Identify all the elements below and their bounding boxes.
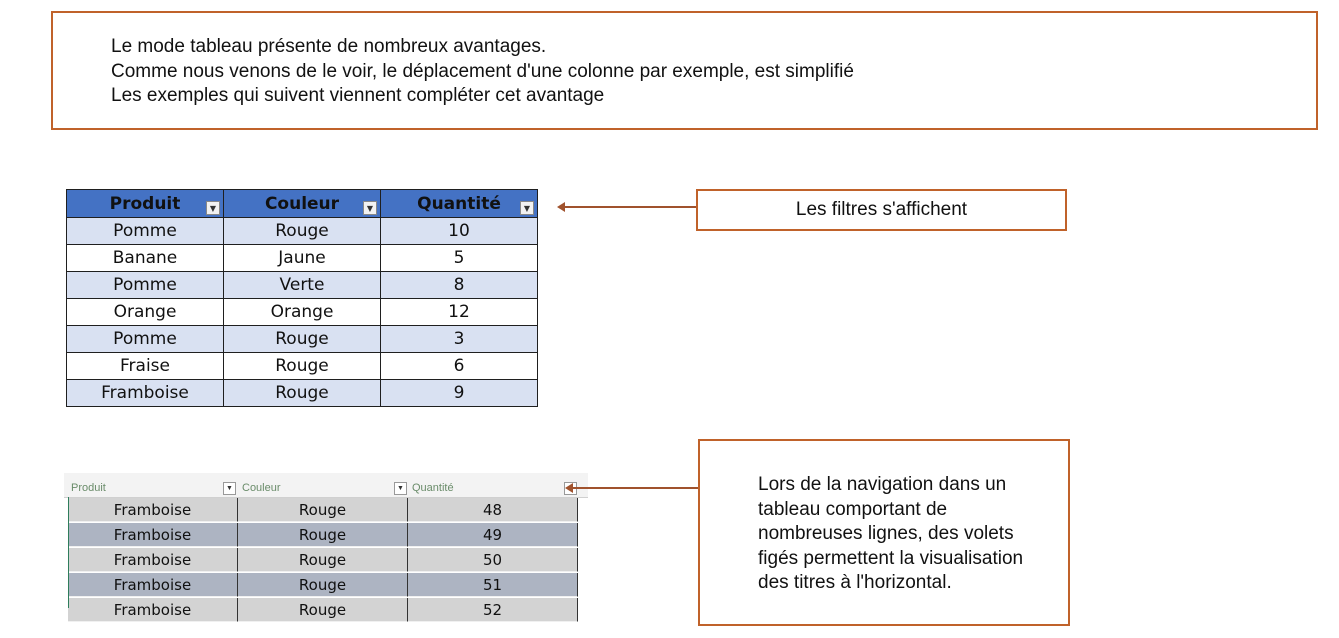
table-cell[interactable]: Rouge — [238, 523, 408, 547]
table-cell[interactable]: 50 — [408, 548, 578, 572]
intro-line: Le mode tableau présente de nombreux avantages. — [111, 36, 547, 57]
table-cell[interactable]: Rouge — [224, 218, 381, 245]
nav-note-line: tableau comportant de — [758, 498, 948, 520]
intro-line: Comme nous venons de le voir, le déplacement d'une colonne par exemple, est simplifié — [111, 60, 854, 82]
table-cell[interactable]: Framboise — [68, 498, 238, 522]
filter-dropdown-icon[interactable]: ▼ — [363, 201, 377, 215]
frozen-panes-table — [64, 473, 588, 619]
table-cell[interactable]: Pomme — [67, 218, 224, 245]
table-cell[interactable]: Pomme — [67, 326, 224, 353]
table-cell[interactable]: Rouge — [238, 548, 408, 572]
table-cell[interactable]: 12 — [381, 299, 538, 326]
table-cell[interactable]: Rouge — [238, 498, 408, 522]
table-cell[interactable]: Pomme — [67, 272, 224, 299]
products-table — [66, 189, 538, 407]
table-row — [67, 353, 538, 380]
table-cell[interactable]: Rouge — [224, 380, 381, 407]
table-cell[interactable]: Verte — [224, 272, 381, 299]
table-cell[interactable]: Framboise — [68, 598, 238, 622]
table-cell[interactable]: Framboise — [68, 573, 238, 597]
arrow-to-frozen-header — [572, 487, 698, 489]
table-cell[interactable]: Rouge — [238, 573, 408, 597]
table-row — [68, 573, 578, 597]
table-cell[interactable]: Framboise — [67, 380, 224, 407]
nav-note-line: nombreuses lignes, des volets — [758, 523, 1014, 544]
filters-note-box — [696, 189, 1067, 231]
table-row — [67, 380, 538, 407]
table-cell[interactable]: 9 — [381, 380, 538, 407]
table-cell[interactable]: 48 — [408, 498, 578, 522]
table-cell[interactable]: 52 — [408, 598, 578, 622]
filter-dropdown-icon[interactable]: ▼ — [520, 201, 534, 215]
table-cell[interactable]: 10 — [381, 218, 538, 245]
table-row — [68, 523, 578, 547]
arrow-to-filters — [564, 206, 696, 208]
header-label: Couleur — [264, 193, 340, 214]
header-label: Quantité — [417, 193, 501, 214]
filters-note-text: Les filtres s'affichent — [795, 199, 968, 220]
table-cell[interactable]: Framboise — [68, 523, 238, 547]
filter-dropdown-icon[interactable]: ▼ — [206, 201, 220, 215]
table-row — [67, 272, 538, 299]
intro-box — [51, 11, 1318, 130]
nav-note-line: figés permettent la visualisation — [758, 547, 1024, 569]
table-row — [68, 498, 578, 522]
nav-note-line: des titres à l'horizontal. — [758, 572, 952, 593]
frozen-header-couleur: Couleur — [242, 482, 281, 494]
filter-dropdown-icon[interactable]: ▼ — [394, 482, 407, 495]
table-cell[interactable]: 8 — [381, 272, 538, 299]
table-cell[interactable]: Jaune — [224, 245, 381, 272]
table-cell[interactable]: Rouge — [238, 598, 408, 622]
intro-line: Les exemples qui suivent viennent compléter cet avantage — [111, 85, 605, 106]
table-cell[interactable]: 6 — [381, 353, 538, 380]
table-row — [67, 299, 538, 326]
table-row — [68, 598, 578, 622]
table-cell[interactable]: 5 — [381, 245, 538, 272]
frozen-pane-border — [68, 497, 69, 608]
table-row — [67, 245, 538, 272]
frozen-header-row — [64, 473, 588, 498]
table-row — [67, 326, 538, 353]
header-produit — [67, 190, 224, 218]
table-cell[interactable]: Rouge — [224, 353, 381, 380]
nav-note-line: Lors de la navigation dans un — [758, 474, 1007, 495]
header-couleur — [224, 190, 381, 218]
table-row — [68, 548, 578, 572]
header-label: Produit — [109, 193, 181, 214]
header-quantite — [381, 190, 538, 218]
frozen-header-produit: Produit — [71, 482, 106, 494]
navigation-note-box — [698, 439, 1070, 626]
table-cell[interactable]: Orange — [67, 299, 224, 326]
frozen-header-quantite: Quantité — [412, 482, 454, 494]
table-cell[interactable]: Orange — [224, 299, 381, 326]
table-cell[interactable]: 3 — [381, 326, 538, 353]
table-cell[interactable]: Rouge — [224, 326, 381, 353]
table-cell[interactable]: 51 — [408, 573, 578, 597]
table-row — [67, 218, 538, 245]
table-cell[interactable]: 49 — [408, 523, 578, 547]
table-cell[interactable]: Framboise — [68, 548, 238, 572]
filter-dropdown-icon[interactable]: ▼ — [223, 482, 236, 495]
table-cell[interactable]: Fraise — [67, 353, 224, 380]
table-cell[interactable]: Banane — [67, 245, 224, 272]
